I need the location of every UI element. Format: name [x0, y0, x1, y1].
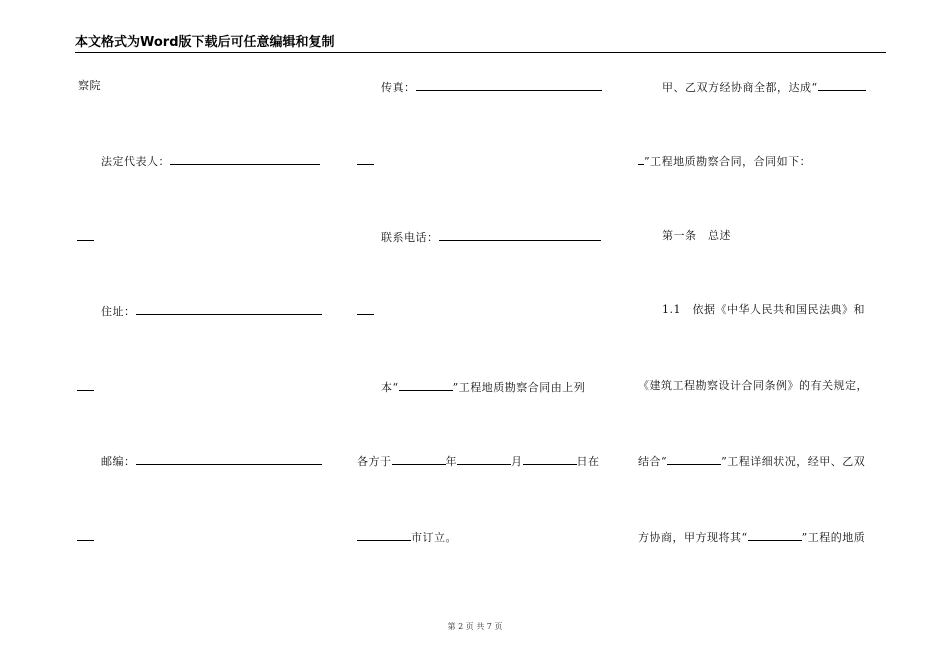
- text-segment: ”工程地质勘察合同由上列: [452, 381, 586, 394]
- col1-address-continuation: [77, 379, 94, 395]
- year-blank: [392, 453, 446, 465]
- project-name-blank: [399, 379, 453, 391]
- project-name-blank: [818, 79, 866, 91]
- project-name-blank: [748, 529, 802, 541]
- continuation-blank: [77, 379, 94, 391]
- postcode-label: 邮编：: [101, 455, 136, 468]
- text-segment: 甲、乙双方经协商全都，达成“: [662, 81, 818, 94]
- city-blank: [357, 529, 411, 541]
- col2-phone-continuation: [357, 303, 374, 319]
- fax-label: 传真：: [381, 81, 416, 94]
- continuation-blank: [357, 153, 374, 165]
- text-segment: 年: [445, 455, 457, 468]
- fax-blank: [416, 79, 602, 91]
- phone-blank: [439, 229, 601, 241]
- project-name-blank: [667, 453, 721, 465]
- col2-phone-line: [381, 229, 601, 245]
- col3-details-line: [638, 453, 865, 469]
- col3-clause-1-1: 1.1 依据《中华人民共和国民法典》和: [662, 303, 865, 316]
- text-segment: 市订立。: [411, 531, 457, 544]
- postcode-blank: [136, 453, 322, 465]
- month-blank: [457, 453, 511, 465]
- page-number: 第 2 页 共 7 页: [447, 622, 503, 631]
- text-segment: ”工程地质勘察合同，合同如下：: [644, 155, 812, 168]
- col2-fax-continuation: [357, 153, 374, 169]
- document-header-title: 本文格式为Word版下载后可任意编辑和复制: [75, 35, 335, 50]
- header-divider: [75, 52, 886, 53]
- continuation-blank: [357, 303, 374, 315]
- col1-address-line: [101, 303, 322, 319]
- text-segment: 日在: [576, 455, 600, 468]
- col3-regulation-line: 《建筑工程勘察设计合同条例》的有关规定，: [638, 379, 868, 392]
- continuation-blank: [77, 229, 94, 241]
- text-segment: ”工程详细状况，经甲、乙双: [721, 455, 866, 468]
- text-segment: 方协商，甲方现将其“: [638, 531, 748, 544]
- text-segment: ”工程的地质: [801, 531, 866, 544]
- col1-postcode-line: [101, 453, 322, 469]
- day-blank: [523, 453, 577, 465]
- text-segment: 结合“: [638, 455, 668, 468]
- col2-date-line: [357, 453, 600, 469]
- col1-line1: 察院: [78, 79, 101, 92]
- col1-legal-rep-continuation: [77, 229, 94, 245]
- text-segment: 月: [511, 455, 523, 468]
- col2-contract-intro-line: [381, 379, 585, 395]
- col3-contract-line: [638, 153, 811, 169]
- legal-rep-label: 法定代表人：: [101, 155, 170, 168]
- text-segment: 各方于: [357, 455, 392, 468]
- col3-agreement-line: [662, 79, 866, 95]
- address-label: 住址：: [101, 305, 136, 318]
- col2-city-line: [357, 529, 457, 545]
- col1-legal-rep-line: [101, 153, 320, 169]
- text-segment: 本“: [381, 381, 399, 394]
- continuation-blank: [77, 529, 94, 541]
- col2-fax-line: [381, 79, 602, 95]
- col3-negotiation-line: [638, 529, 865, 545]
- address-blank: [136, 303, 322, 315]
- phone-label: 联系电话：: [381, 231, 439, 244]
- col3-article-heading: 第一条 总述: [662, 229, 731, 242]
- col1-postcode-continuation: [77, 529, 94, 545]
- legal-rep-blank: [170, 153, 320, 165]
